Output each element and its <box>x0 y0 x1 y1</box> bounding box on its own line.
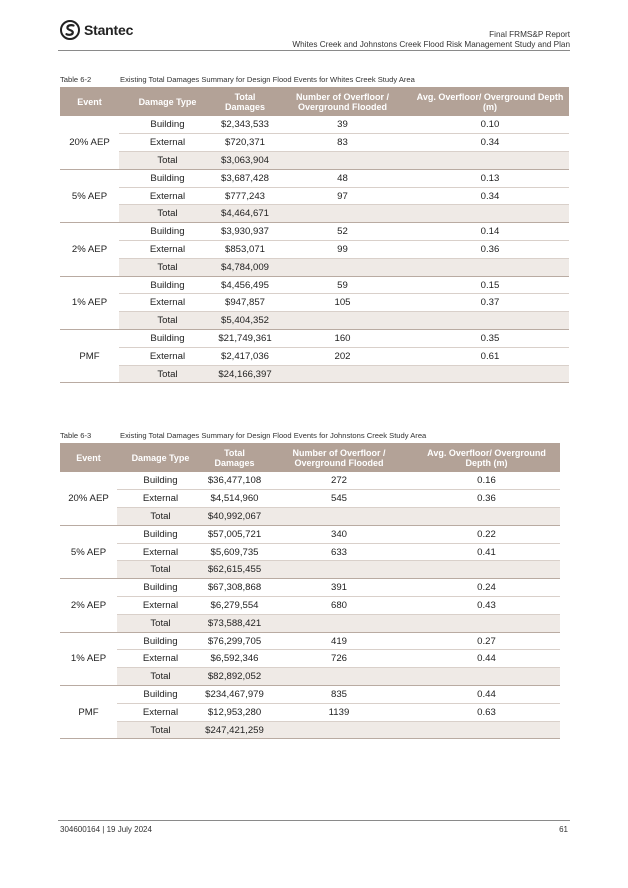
event-cell: 2% AEP <box>60 579 117 632</box>
table-total-row <box>60 614 560 632</box>
table-row <box>60 597 560 615</box>
total-damages-cell: $6,592,346 <box>204 650 265 668</box>
overfloor-count-cell <box>265 614 413 632</box>
avg-depth-cell: 0.34 <box>411 134 569 152</box>
total-damages-cell: $2,343,533 <box>216 116 274 134</box>
avg-depth-cell: 0.35 <box>411 330 569 348</box>
damage-type-cell: Total <box>117 561 204 579</box>
total-damages-cell: $3,930,937 <box>216 223 274 241</box>
overfloor-count-cell: 835 <box>265 686 413 704</box>
total-damages-cell: $6,279,554 <box>204 597 265 615</box>
total-damages-cell: $4,514,960 <box>204 490 265 508</box>
table-row <box>60 650 560 668</box>
table-row <box>60 490 560 508</box>
avg-depth-cell: 0.36 <box>411 241 569 259</box>
table-total-row <box>60 721 560 739</box>
table-row <box>60 169 569 187</box>
damage-type-cell: External <box>117 490 204 508</box>
company-name: Stantec <box>84 22 134 38</box>
event-cell: 1% AEP <box>60 632 117 685</box>
overfloor-count-cell <box>274 205 411 223</box>
table-total-row <box>60 508 560 526</box>
table-row <box>60 472 560 490</box>
avg-depth-cell: 0.10 <box>411 116 569 134</box>
total-damages-cell: $853,071 <box>216 241 274 259</box>
overfloor-count-cell: 83 <box>274 134 411 152</box>
avg-depth-header: Avg. Overfloor/ Overground Depth (m) <box>411 87 569 116</box>
overfloor-count-cell: 202 <box>274 347 411 365</box>
table-row <box>60 347 569 365</box>
overfloor-count-cell: 726 <box>265 650 413 668</box>
avg-depth-cell: 0.34 <box>411 187 569 205</box>
damage-type-cell: Building <box>117 579 204 597</box>
total-damages-cell: $3,687,428 <box>216 169 274 187</box>
overfloor-count-cell: 272 <box>265 472 413 490</box>
avg-depth-cell: 0.16 <box>413 472 560 490</box>
damage-type-cell: Total <box>117 721 204 739</box>
overfloor-count-cell: 97 <box>274 187 411 205</box>
event-cell: 20% AEP <box>60 116 119 169</box>
overfloor-count-cell <box>265 508 413 526</box>
damage-type-header: Damage Type <box>117 443 204 472</box>
avg-depth-cell: 0.44 <box>413 650 560 668</box>
damage-type-cell: Building <box>119 169 216 187</box>
table-caption-text: Existing Total Damages Summary for Design Flood Events for Whites Creek Study Area <box>120 75 415 84</box>
table-total-row <box>60 205 569 223</box>
table-row <box>60 241 569 259</box>
table-row <box>60 632 560 650</box>
avg-depth-cell: 0.63 <box>413 703 560 721</box>
table-row <box>60 223 569 241</box>
total-damages-cell: $4,464,671 <box>216 205 274 223</box>
avg-depth-cell: 0.37 <box>411 294 569 312</box>
damage-type-cell: Total <box>117 508 204 526</box>
overfloor-count-cell <box>274 258 411 276</box>
overfloor-count-cell <box>274 152 411 170</box>
table-row <box>60 525 560 543</box>
damage-type-cell: Building <box>119 330 216 348</box>
avg-depth-header: Avg. Overfloor/ Overground Depth (m) <box>413 443 560 472</box>
damage-type-cell: Total <box>119 258 216 276</box>
table-caption-6-2 <box>60 75 415 84</box>
damage-type-cell: Total <box>117 614 204 632</box>
footer-divider <box>58 820 570 821</box>
damage-type-cell: External <box>119 187 216 205</box>
avg-depth-cell <box>413 561 560 579</box>
total-damages-cell: $247,421,259 <box>204 721 265 739</box>
table-number: Table 6-3 <box>60 431 92 440</box>
overfloor-count-header: Number of Overfloor / Overground Flooded <box>265 443 413 472</box>
event-cell: 5% AEP <box>60 169 119 222</box>
overfloor-count-cell: 160 <box>274 330 411 348</box>
table-row <box>60 330 569 348</box>
total-damages-cell: $62,615,455 <box>204 561 265 579</box>
event-header: Event <box>60 443 117 472</box>
total-damages-cell: $36,477,108 <box>204 472 265 490</box>
report-header <box>292 30 570 50</box>
event-cell: 5% AEP <box>60 525 117 578</box>
company-logo <box>60 20 133 40</box>
table-row <box>60 579 560 597</box>
avg-depth-cell: 0.22 <box>413 525 560 543</box>
page-number: 61 <box>559 825 568 834</box>
table-total-row <box>60 365 569 383</box>
avg-depth-cell <box>411 258 569 276</box>
table-total-row <box>60 312 569 330</box>
avg-depth-cell: 0.24 <box>413 579 560 597</box>
avg-depth-cell <box>411 205 569 223</box>
document-reference: 304600164 | 19 July 2024 <box>60 825 152 834</box>
overfloor-count-cell: 545 <box>265 490 413 508</box>
overfloor-count-cell: 391 <box>265 579 413 597</box>
avg-depth-cell <box>411 365 569 383</box>
event-cell: 20% AEP <box>60 472 117 525</box>
avg-depth-cell <box>411 312 569 330</box>
overfloor-count-cell: 680 <box>265 597 413 615</box>
damage-type-cell: Total <box>117 668 204 686</box>
total-damages-cell: $76,299,705 <box>204 632 265 650</box>
stantec-logo-icon <box>60 20 80 40</box>
report-title: Final FRMS&P Report <box>489 30 570 39</box>
avg-depth-cell <box>413 614 560 632</box>
table-caption-text: Existing Total Damages Summary for Design Flood Events for Johnstons Creek Study Area <box>120 431 427 440</box>
total-damages-cell: $4,784,009 <box>216 258 274 276</box>
avg-depth-cell: 0.13 <box>411 169 569 187</box>
overfloor-count-cell: 59 <box>274 276 411 294</box>
report-subtitle: Whites Creek and Johnstons Creek Flood Risk Management Study and Plan <box>292 40 570 49</box>
damage-type-cell: Total <box>119 312 216 330</box>
overfloor-count-header: Number of Overfloor / Overground Flooded <box>274 87 411 116</box>
total-damages-cell: $24,166,397 <box>216 365 274 383</box>
table-row <box>60 294 569 312</box>
overfloor-count-cell: 52 <box>274 223 411 241</box>
table-row <box>60 686 560 704</box>
overfloor-count-cell <box>274 312 411 330</box>
total-damages-cell: $2,417,036 <box>216 347 274 365</box>
total-damages-cell: $234,467,979 <box>204 686 265 704</box>
avg-depth-cell: 0.61 <box>411 347 569 365</box>
damage-type-cell: Building <box>119 223 216 241</box>
table-total-row <box>60 561 560 579</box>
table-total-row <box>60 152 569 170</box>
header-divider <box>58 50 570 51</box>
table-row <box>60 116 569 134</box>
event-cell: PMF <box>60 330 119 383</box>
damage-type-cell: Building <box>119 116 216 134</box>
avg-depth-cell: 0.14 <box>411 223 569 241</box>
table-row <box>60 703 560 721</box>
damage-type-cell: External <box>117 703 204 721</box>
table-row <box>60 187 569 205</box>
damage-type-cell: External <box>119 134 216 152</box>
total-damages-cell: $12,953,280 <box>204 703 265 721</box>
total-damages-header: Total Damages <box>216 87 274 116</box>
table-row <box>60 543 560 561</box>
damages-table-whites-creek <box>60 87 569 383</box>
event-cell: 1% AEP <box>60 276 119 329</box>
overfloor-count-cell: 1139 <box>265 703 413 721</box>
table-total-row <box>60 668 560 686</box>
event-cell: 2% AEP <box>60 223 119 276</box>
avg-depth-cell: 0.44 <box>413 686 560 704</box>
total-damages-cell: $82,892,052 <box>204 668 265 686</box>
overfloor-count-cell: 340 <box>265 525 413 543</box>
damage-type-cell: External <box>117 597 204 615</box>
event-cell: PMF <box>60 686 117 739</box>
avg-depth-cell <box>411 152 569 170</box>
total-damages-cell: $777,243 <box>216 187 274 205</box>
avg-depth-cell: 0.41 <box>413 543 560 561</box>
total-damages-cell: $3,063,904 <box>216 152 274 170</box>
table-total-row <box>60 258 569 276</box>
damage-type-cell: Total <box>119 205 216 223</box>
overfloor-count-cell: 105 <box>274 294 411 312</box>
avg-depth-cell <box>413 508 560 526</box>
overfloor-count-cell: 39 <box>274 116 411 134</box>
total-damages-cell: $947,857 <box>216 294 274 312</box>
overfloor-count-cell <box>265 721 413 739</box>
damage-type-cell: External <box>119 347 216 365</box>
damage-type-cell: Building <box>117 632 204 650</box>
total-damages-cell: $4,456,495 <box>216 276 274 294</box>
total-damages-cell: $40,992,067 <box>204 508 265 526</box>
total-damages-cell: $720,371 <box>216 134 274 152</box>
overfloor-count-cell: 633 <box>265 543 413 561</box>
table-caption-6-3 <box>60 431 426 440</box>
total-damages-cell: $57,005,721 <box>204 525 265 543</box>
total-damages-cell: $5,609,735 <box>204 543 265 561</box>
overfloor-count-cell: 99 <box>274 241 411 259</box>
overfloor-count-cell: 419 <box>265 632 413 650</box>
damage-type-cell: External <box>119 241 216 259</box>
total-damages-cell: $73,588,421 <box>204 614 265 632</box>
avg-depth-cell: 0.36 <box>413 490 560 508</box>
table-row <box>60 134 569 152</box>
avg-depth-cell <box>413 721 560 739</box>
damage-type-cell: Building <box>117 525 204 543</box>
damage-type-cell: External <box>117 543 204 561</box>
avg-depth-cell: 0.27 <box>413 632 560 650</box>
table-number: Table 6-2 <box>60 75 92 84</box>
damage-type-cell: External <box>119 294 216 312</box>
total-damages-cell: $67,308,868 <box>204 579 265 597</box>
damage-type-cell: Total <box>119 365 216 383</box>
avg-depth-cell <box>413 668 560 686</box>
overfloor-count-cell <box>265 668 413 686</box>
damage-type-cell: External <box>117 650 204 668</box>
avg-depth-cell: 0.15 <box>411 276 569 294</box>
event-header: Event <box>60 87 119 116</box>
overfloor-count-cell: 48 <box>274 169 411 187</box>
damage-type-cell: Total <box>119 152 216 170</box>
avg-depth-cell: 0.43 <box>413 597 560 615</box>
damages-table-johnstons-creek <box>60 443 560 739</box>
damage-type-cell: Building <box>117 686 204 704</box>
total-damages-cell: $5,404,352 <box>216 312 274 330</box>
damage-type-header: Damage Type <box>119 87 216 116</box>
total-damages-header: Total Damages <box>204 443 265 472</box>
damage-type-cell: Building <box>117 472 204 490</box>
overfloor-count-cell <box>274 365 411 383</box>
total-damages-cell: $21,749,361 <box>216 330 274 348</box>
overfloor-count-cell <box>265 561 413 579</box>
damage-type-cell: Building <box>119 276 216 294</box>
table-row <box>60 276 569 294</box>
